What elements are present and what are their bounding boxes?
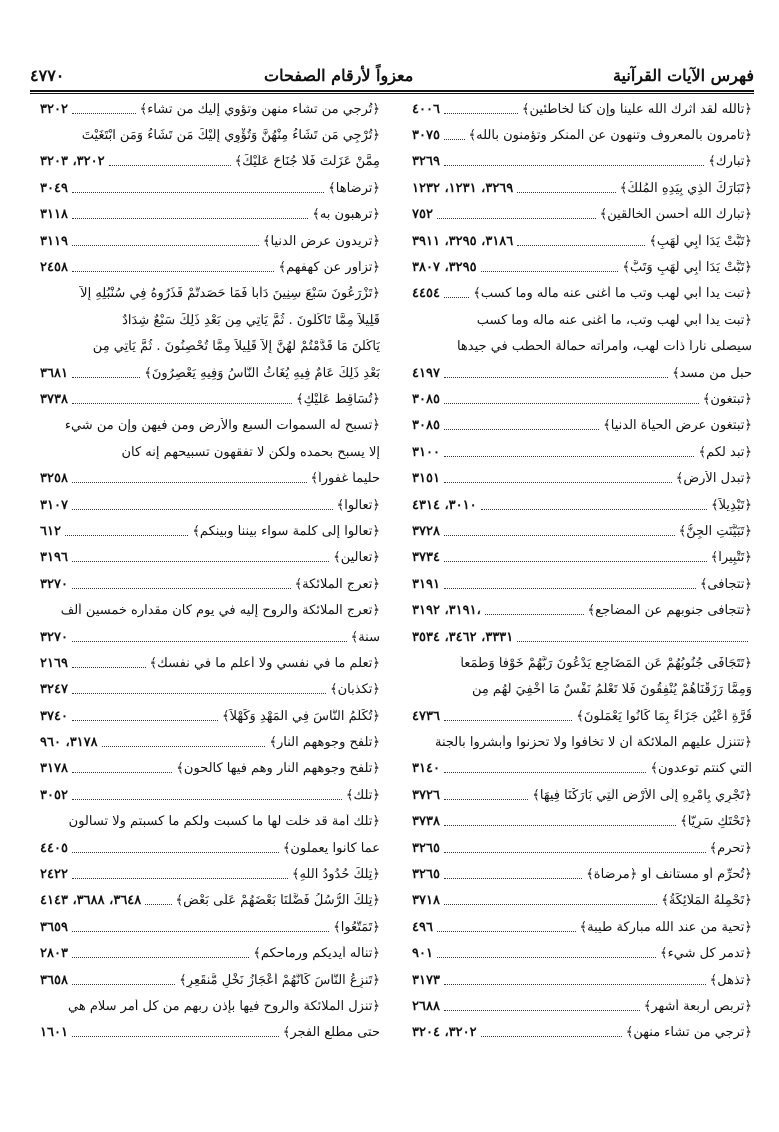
- entry-page-ref: ٤٧٣٦: [412, 708, 440, 724]
- entry-text: حتى مطلع الفجر﴾: [282, 1025, 380, 1041]
- index-entry-line: [412, 360, 752, 386]
- entry-text: ﴿تَحْمِلُهُ المَلَائِكَةُ﴾: [661, 893, 752, 909]
- entry-page-ref: ٣٦٤٨، ٣٦٨٨، ٤١٤٣: [40, 893, 142, 909]
- index-entry-line: [412, 861, 752, 887]
- header-rule: [30, 90, 754, 92]
- entry-page-ref: ٣٦٨١: [40, 365, 68, 381]
- leader-dots: [72, 271, 275, 272]
- leader-dots: [72, 720, 218, 721]
- entry-text: ﴿تَجْرِي بِأَمْرِهِ إِلَى الأَرْضِ الَّتِي بَارَكْنَا فِيهَا﴾: [532, 787, 752, 803]
- leader-dots: [485, 614, 584, 615]
- leader-dots: [102, 746, 266, 747]
- index-subtitle: معزواً لأرقام الصفحات: [264, 65, 414, 85]
- index-entry-line: [412, 756, 752, 782]
- entry-text: ﴿تبد لكم﴾: [698, 444, 752, 460]
- leader-dots: [444, 1010, 640, 1011]
- entry-text: ﴿تبارك الله أحسن الخالقين﴾: [599, 207, 752, 223]
- entry-text: حليماً غفوراً﴾: [310, 471, 380, 487]
- entry-page-ref: ٢١٦٩: [40, 655, 68, 671]
- index-entry-line: [40, 202, 380, 228]
- entry-page-ref: ٣١١٩: [40, 233, 68, 249]
- entry-page-ref: ٣٢٤٧: [40, 682, 68, 698]
- entry-text: ﴿تبت يدا أبي لهب وتب ما أغنى عنه ماله وما كسب﴾: [473, 286, 752, 302]
- index-entry-line: [40, 465, 380, 491]
- leader-dots: [72, 377, 140, 378]
- leader-dots: [444, 984, 706, 985]
- entry-page-ref: ٣٢٦٩، ١٢٣١، ١٢٣٢: [412, 180, 514, 196]
- entry-text: ﴿تدمر كل شيء﴾: [660, 946, 752, 962]
- entry-text: ﴿تِلْكَ الرُّسُلُ فَضَّلْنَا بَعْضَهُمْ عَلَى بَعْضٍ﴾: [175, 893, 380, 909]
- entry-page-ref: ٣٢٦٥: [412, 867, 440, 883]
- index-entry-line: [412, 175, 752, 201]
- entry-text: بَعْدِ ذَلِكَ عَامٌ فِيهِ يُغَاثُ النَّاسُ وَفِيهِ يَعْصِرُونَ﴾: [144, 365, 380, 381]
- leader-dots: [481, 1036, 622, 1037]
- index-entry-line: [40, 729, 380, 755]
- index-entry-line: [412, 835, 752, 861]
- leader-dots: [72, 561, 329, 562]
- entry-text: ﴿تَتْبِيراً﴾: [710, 550, 752, 566]
- index-entry-line: [40, 492, 380, 518]
- index-title: فهرس الآيات القرآنية: [612, 65, 754, 85]
- leader-dots: [72, 509, 333, 510]
- entry-page-ref: ٣١٩١، ٣١٩٢،: [412, 603, 481, 619]
- leader-dots: [65, 535, 188, 536]
- entry-text: ﴿تلفح وجوههم النار﴾: [269, 735, 380, 751]
- entry-text: ﴿تبت يدا أبي لهب وتب، ما أغنى عنه ماله وما كسب: [476, 312, 752, 328]
- index-entry-line: [412, 888, 752, 914]
- entry-text: التي كنتم توعدون﴾: [650, 761, 752, 777]
- index-entry-line: [412, 571, 752, 597]
- leader-dots: [437, 957, 656, 958]
- entry-page-ref: ٣٠٨٥: [412, 391, 440, 407]
- entry-text: ﴿تبتغون عرض الحياة الدنيا﴾: [603, 418, 752, 434]
- leader-dots: [444, 904, 657, 905]
- index-entry-line: [40, 254, 380, 280]
- index-entry-line: [40, 888, 380, 914]
- entry-text: ﴿تُرجي من تشاء منهن وتؤوي إليك من تشاء﴾: [139, 101, 380, 117]
- leader-dots: [72, 403, 292, 404]
- leader-dots: [444, 403, 699, 404]
- entry-page-ref: ٩٠١: [412, 946, 433, 962]
- index-entry-line: [412, 993, 752, 1019]
- leader-dots: [444, 456, 695, 457]
- leader-dots: [72, 218, 308, 219]
- entry-text: سيصلى ناراً ذات لهب، وامرأته حمالة الحطب في جيدها: [456, 339, 752, 355]
- entry-page-ref: ٣٦٥٩: [40, 919, 68, 935]
- index-entry-line: [40, 835, 380, 861]
- entry-text: ﴿تتنزل عليهم الملائكة أن لا تخافوا ولا تحزنوا وأبشروا بالجنة: [434, 735, 752, 751]
- entry-text: ﴿تُسَاقِطْ عَلَيْكِ﴾: [295, 391, 380, 407]
- leader-dots: [444, 852, 706, 853]
- entry-text: ﴿تعالوا إلى كلمة سواء بيننا وبينكم﴾: [192, 523, 380, 539]
- entry-page-ref: ٣١١٨: [40, 207, 68, 223]
- index-entry-line: [412, 782, 752, 808]
- index-entry-line: [412, 149, 752, 175]
- entry-page-ref: ٣٢٠٢: [40, 101, 68, 117]
- leader-dots: [481, 271, 619, 272]
- leader-dots: [72, 667, 146, 668]
- leader-dots: [72, 852, 279, 853]
- entry-text: ﴿تعلم ما في نفسي ولا أعلم ما في نفسك﴾: [149, 655, 380, 671]
- leader-dots: [437, 218, 596, 219]
- leader-dots: [72, 984, 175, 985]
- entry-text: ﴿تَبَيَّنَتِ الجِنُّ﴾: [678, 523, 752, 539]
- index-entry-line: [40, 571, 380, 597]
- entry-text: ﴿تبارك﴾: [708, 154, 752, 170]
- entry-page-ref: ٣٠٥٢: [40, 787, 68, 803]
- index-entry-line: [412, 307, 752, 333]
- leader-dots: [72, 482, 307, 483]
- index-entry-line: [412, 914, 752, 940]
- entry-page-ref: ٣٣٣١، ٣٤٦٢، ٣٥٣٤: [412, 629, 514, 645]
- entry-text: ﴿تسبح له السموات السبع والأرض ومن فيهن وإن من شيء: [64, 418, 380, 434]
- entry-text: ﴿تَبَّتْ يَدَا أَبِي لَهَبٍ﴾: [649, 233, 752, 249]
- entry-page-ref: ٣٢٠٢، ٣٢٠٣: [40, 154, 105, 170]
- index-entry-line: [412, 1020, 752, 1046]
- entry-page-ref: ٣٢٩٥، ٣٨٠٧: [412, 260, 477, 276]
- index-entry-line: [40, 413, 380, 439]
- entry-text: ﴿تَبَارَكَ الَّذِي بِيَدِهِ المُلْكُ﴾: [619, 180, 752, 196]
- index-entry-line: [412, 518, 752, 544]
- entry-page-ref: ٣١٠٧: [40, 497, 68, 513]
- entry-page-ref: ٤٩٦: [412, 919, 433, 935]
- entry-page-ref: ٦١٢: [40, 523, 61, 539]
- leader-dots: [72, 878, 288, 879]
- entry-text: ﴿تناله أيديكم ورماحكم﴾: [253, 946, 380, 962]
- leader-dots: [72, 772, 172, 773]
- entry-text: ﴿تُحرِّم أو مستأنف أو ﴿مرضاة﴾: [586, 867, 752, 883]
- entry-text: ﴿تعرج الملائكة﴾: [294, 576, 380, 592]
- entry-text: سنة﴾: [350, 629, 380, 645]
- entry-text: ﴿تحرم﴾: [709, 840, 752, 856]
- index-entry-line: [412, 809, 752, 835]
- entry-page-ref: ٣٧٣٤: [412, 550, 440, 566]
- index-entry-line: [40, 228, 380, 254]
- index-entry-line: [40, 360, 380, 386]
- index-entry-line: [40, 650, 380, 676]
- entry-page-ref: ٣٧٣٨: [40, 391, 68, 407]
- index-entry-line: [412, 413, 752, 439]
- index-entry-line: [412, 254, 752, 280]
- index-entry-line: [412, 334, 752, 360]
- entry-text: وَمِمَّا رَزَقْنَاهُمْ يُنْفِقُونَ فَلَا تَعْلَمُ نَفْسٌ مَا أُخْفِيَ لَهُم مِن: [471, 682, 752, 698]
- entry-page-ref: ٣٠٧٥: [412, 128, 440, 144]
- leader-dots: [72, 245, 259, 246]
- entry-page-ref: ٣٢٦٩: [412, 154, 440, 170]
- entry-text: ﴿تتجافى﴾: [699, 576, 752, 592]
- entry-page-ref: ٢٦٨٨: [412, 998, 440, 1014]
- entry-text: ﴿تلك﴾: [345, 787, 380, 803]
- index-entry-line: [412, 439, 752, 465]
- leader-dots: [72, 641, 347, 642]
- entry-page-ref: ٣٧١٨: [412, 893, 440, 909]
- entry-page-ref: ١٦٠١: [40, 1025, 68, 1041]
- entry-text: مِمَّنْ عَزَلْتَ فَلَا جُنَاحَ عَلَيْكَ﴾: [234, 154, 380, 170]
- entry-text: ﴿ترهبون به﴾: [312, 207, 380, 223]
- index-entry-line: [40, 545, 380, 571]
- index-entry-line: [412, 122, 752, 148]
- entry-text: ﴿تزاور عن كهفهم﴾: [278, 260, 380, 276]
- leader-dots: [72, 799, 342, 800]
- index-entry-line: [40, 756, 380, 782]
- index-entry-line: [40, 624, 380, 650]
- entry-text: يَأْكُلْنَ مَا قَدَّمْتُمْ لَهُنَّ إِلاَّ قَلِيلاً مِمَّا تُحْصِنُونَ . ثُمَّ يَأْتِي مِن: [92, 339, 380, 355]
- entry-text: ﴿تُرْجِي مَن تَشَاءُ مِنْهُنَّ وَتُؤْوِي إِلَيْكَ مَن تَشَاءُ وَمَنِ ابْتَغَيْتَ: [81, 128, 380, 144]
- entry-text: ﴿تعالوا﴾: [336, 497, 380, 513]
- index-entry-line: [40, 914, 380, 940]
- entry-text: قَلِيلاً مِمَّا تَأْكُلُونَ . ثُمَّ يَأْتِي مِن بَعْدِ ذَلِكَ سَبْعٌ شِدَادٌ: [122, 312, 380, 328]
- leader-dots: [444, 720, 572, 721]
- entry-text: ﴿تتجافى جنوبهم عن المضاجع﴾: [587, 603, 752, 619]
- index-entry-line: [40, 149, 380, 175]
- index-entry-line: [40, 941, 380, 967]
- leader-dots: [437, 931, 576, 932]
- index-entry-line: [412, 281, 752, 307]
- entry-text: ﴿تذهل﴾: [709, 972, 752, 988]
- entry-text: ﴿تَبْدِيلاً﴾: [711, 497, 752, 513]
- entry-text: ﴿ترجي من تشاء منهن﴾: [625, 1025, 752, 1041]
- leader-dots: [444, 377, 668, 378]
- entry-text: ﴿تَمَتَّعُوا﴾: [333, 919, 380, 935]
- entry-text: ﴿تلفح وجوههم النار وهم فيها كالحون﴾: [176, 761, 380, 777]
- left-column: [40, 96, 380, 1046]
- entry-page-ref: ٣٠٨٥: [412, 418, 440, 434]
- entry-page-ref: ٣٧٢٦: [412, 787, 440, 803]
- leader-dots: [444, 429, 599, 430]
- entry-page-ref: ٣١٧٨: [40, 761, 68, 777]
- entry-text: ﴿تِلْكَ حُدُودُ اللهِ﴾: [291, 867, 380, 883]
- entry-page-ref: ٢٤٢٢: [40, 867, 68, 883]
- index-entry-line: [412, 492, 752, 518]
- entry-text: ﴿تَبَّتْ يَدَا أَبِي لَهَبٍ وَتَبَّ﴾: [622, 260, 752, 276]
- leader-dots: [444, 588, 696, 589]
- leader-dots: [72, 693, 326, 694]
- entry-page-ref: ٣١٧٨، ٩٦٠: [40, 735, 98, 751]
- leader-dots: [444, 165, 704, 166]
- leader-dots: [444, 535, 675, 536]
- entry-page-ref: ٣١٥١: [412, 471, 440, 487]
- index-entry-line: [412, 386, 752, 412]
- entry-text: ﴿تَحْتَكِ سَرِيّاً﴾: [680, 814, 752, 830]
- leader-dots: [444, 113, 518, 114]
- entry-text: ﴿تحية من عند الله مباركة طيبة﴾: [579, 919, 752, 935]
- entry-page-ref: ٣٢٧٠: [40, 576, 68, 592]
- leader-dots: [72, 588, 291, 589]
- page-header: [30, 62, 754, 88]
- index-entry-line: [412, 624, 752, 650]
- index-entry-line: [40, 703, 380, 729]
- entry-page-ref: ٣١٨٦، ٣٢٩٥، ٣٩١١: [412, 233, 514, 249]
- entry-page-ref: ٣٧٤٠: [40, 708, 68, 724]
- page-number: ٤٧٧٠: [30, 65, 65, 85]
- leader-dots: [72, 931, 329, 932]
- index-entry-line: [40, 96, 380, 122]
- index-entry-line: [40, 439, 380, 465]
- leader-dots: [109, 165, 231, 166]
- index-entry-line: [40, 386, 380, 412]
- leader-dots: [444, 297, 469, 298]
- index-entry-line: [40, 861, 380, 887]
- index-entry-line: [40, 967, 380, 993]
- index-entry-line: [412, 96, 752, 122]
- leader-dots: [517, 641, 748, 642]
- entry-text: ﴿تربص أربعة أشهر﴾: [643, 998, 752, 1014]
- entry-text: ﴿تنزل الملائكة والروح فيها بإذن ربهم من كل أمر سلام هي: [68, 998, 380, 1014]
- entry-text: ﴿تَزْرَعُونَ سَبْعَ سِنِينَ دَأَباً فَمَا حَصَدتُّمْ فَذَرُوهُ فِي سُنْبُلِهِ إِلاَّ: [80, 286, 380, 302]
- entry-page-ref: ٢٨٠٣: [40, 946, 68, 962]
- index-entry-line: [40, 597, 380, 623]
- index-entry-line: [412, 597, 752, 623]
- entry-text: ﴿تلك أمة قد خلت لها ما كسبت ولكم ما كسبتم ولا تسألون: [68, 814, 380, 830]
- entry-page-ref: ٤١٩٧: [412, 365, 440, 381]
- index-entry-line: [412, 729, 752, 755]
- entry-page-ref: ٣٠٤٩: [40, 180, 68, 196]
- entry-page-ref: ٣٢٥٨: [40, 471, 68, 487]
- index-entry-line: [40, 175, 380, 201]
- index-entry-line: [412, 967, 752, 993]
- entry-text: ﴿تأمرون بالمعروف وتنهون عن المنكر وتؤمنون بالله﴾: [468, 128, 752, 144]
- leader-dots: [444, 139, 465, 140]
- index-entry-line: [40, 993, 380, 1019]
- entry-text: ﴿ترضاها﴾: [328, 180, 380, 196]
- leader-dots: [444, 825, 676, 826]
- leader-dots: [481, 509, 707, 510]
- entry-page-ref: ٣٢٦٥: [412, 840, 440, 856]
- index-entry-line: [412, 465, 752, 491]
- leader-dots: [145, 904, 171, 905]
- entry-page-ref: ٢٤٥٨: [40, 260, 68, 276]
- leader-dots: [517, 192, 615, 193]
- leader-dots: [444, 561, 707, 562]
- entry-text: قُرَّةِ أَعْيُنٍ جَزَاءً بِمَا كَانُوا يَعْمَلُونَ﴾: [576, 708, 752, 724]
- leader-dots: [72, 192, 324, 193]
- entry-page-ref: ٣١٩١: [412, 576, 440, 592]
- entry-page-ref: ٣١٠٠: [412, 444, 440, 460]
- entry-page-ref: ٣٠١٠، ٤٣١٤: [412, 497, 477, 513]
- header-rule-thin: [30, 93, 754, 94]
- entry-text: ﴿تعالين﴾: [333, 550, 380, 566]
- entry-page-ref: ٤٠٠٦: [412, 101, 440, 117]
- leader-dots: [444, 772, 646, 773]
- entry-page-ref: ٣٦٥٨: [40, 972, 68, 988]
- index-entry-line: [40, 809, 380, 835]
- index-entry-line: [412, 545, 752, 571]
- index-entry-line: [412, 941, 752, 967]
- index-entry-line: [412, 650, 752, 676]
- index-entry-line: [412, 228, 752, 254]
- entry-page-ref: ٣٧٢٨: [412, 523, 440, 539]
- entry-page-ref: ٣٢٧٠: [40, 629, 68, 645]
- leader-dots: [444, 878, 582, 879]
- entry-page-ref: ٣٧٣٨: [412, 814, 440, 830]
- entry-text: ﴿تالله لقد آثرك الله علينا وإن كنا لخاطئين﴾: [521, 101, 752, 117]
- entry-text: إلا يسبح بحمده ولكن لا تفقهون تسبيحهم إنه كان: [121, 444, 380, 460]
- index-entry-line: [40, 518, 380, 544]
- entry-text: ﴿تبتغون﴾: [702, 391, 752, 407]
- index-entry-line: [40, 281, 380, 307]
- entry-page-ref: ٣١٩٦: [40, 550, 68, 566]
- index-entry-line: [40, 1020, 380, 1046]
- leader-dots: [444, 482, 672, 483]
- entry-text: عما كانوا يعملون﴾: [282, 840, 380, 856]
- entry-text: ﴿تَنزِعُ النَّاسَ كَأَنَّهُمْ أَعْجَازُ نَخْلٍ مُّنقَعِرٍ﴾: [179, 972, 380, 988]
- entry-text: ﴿تبدل الأرض﴾: [675, 471, 752, 487]
- entry-text: ﴿تُكَلِّمُ النَّاسَ فِي المَهْدِ وَكَهْلاً﴾: [221, 708, 380, 724]
- entry-text: ﴿تعرج الملائكة والروح إليه في يوم كان مقداره خمسين ألف: [60, 603, 380, 619]
- leader-dots: [444, 799, 528, 800]
- entry-page-ref: ٧٥٢: [412, 207, 433, 223]
- index-entry-line: [40, 334, 380, 360]
- entry-page-ref: ٣٢٠٢، ٣٢٠٤: [412, 1025, 477, 1041]
- entry-text: ﴿تكذبان﴾: [330, 682, 380, 698]
- entry-page-ref: ٤٤٥٤: [412, 286, 440, 302]
- leader-dots: [72, 113, 136, 114]
- entry-page-ref: ٣١٧٣: [412, 972, 440, 988]
- index-entry-line: [40, 677, 380, 703]
- index-entry-line: [412, 703, 752, 729]
- index-entry-line: [412, 677, 752, 703]
- leader-dots: [517, 245, 645, 246]
- entry-text: ﴿تَتَجَافَى جُنُوبُهُمْ عَنِ المَضَاجِعِ يَدْعُونَ رَبَّهُمْ خَوْفاً وَطَمَعاً: [460, 655, 752, 671]
- entry-page-ref: ٣١٤٠: [412, 761, 440, 777]
- leader-dots: [72, 1036, 279, 1037]
- right-column: [412, 96, 752, 1046]
- leader-dots: [72, 957, 249, 958]
- entry-text: ﴿تريدون عرض الدنيا﴾: [262, 233, 380, 249]
- entry-page-ref: ٤٤٠٥: [40, 840, 68, 856]
- index-entry-line: [412, 202, 752, 228]
- entry-text: حبل من مسد﴾: [672, 365, 752, 381]
- index-entry-line: [40, 122, 380, 148]
- index-entry-line: [40, 307, 380, 333]
- index-entry-line: [40, 782, 380, 808]
